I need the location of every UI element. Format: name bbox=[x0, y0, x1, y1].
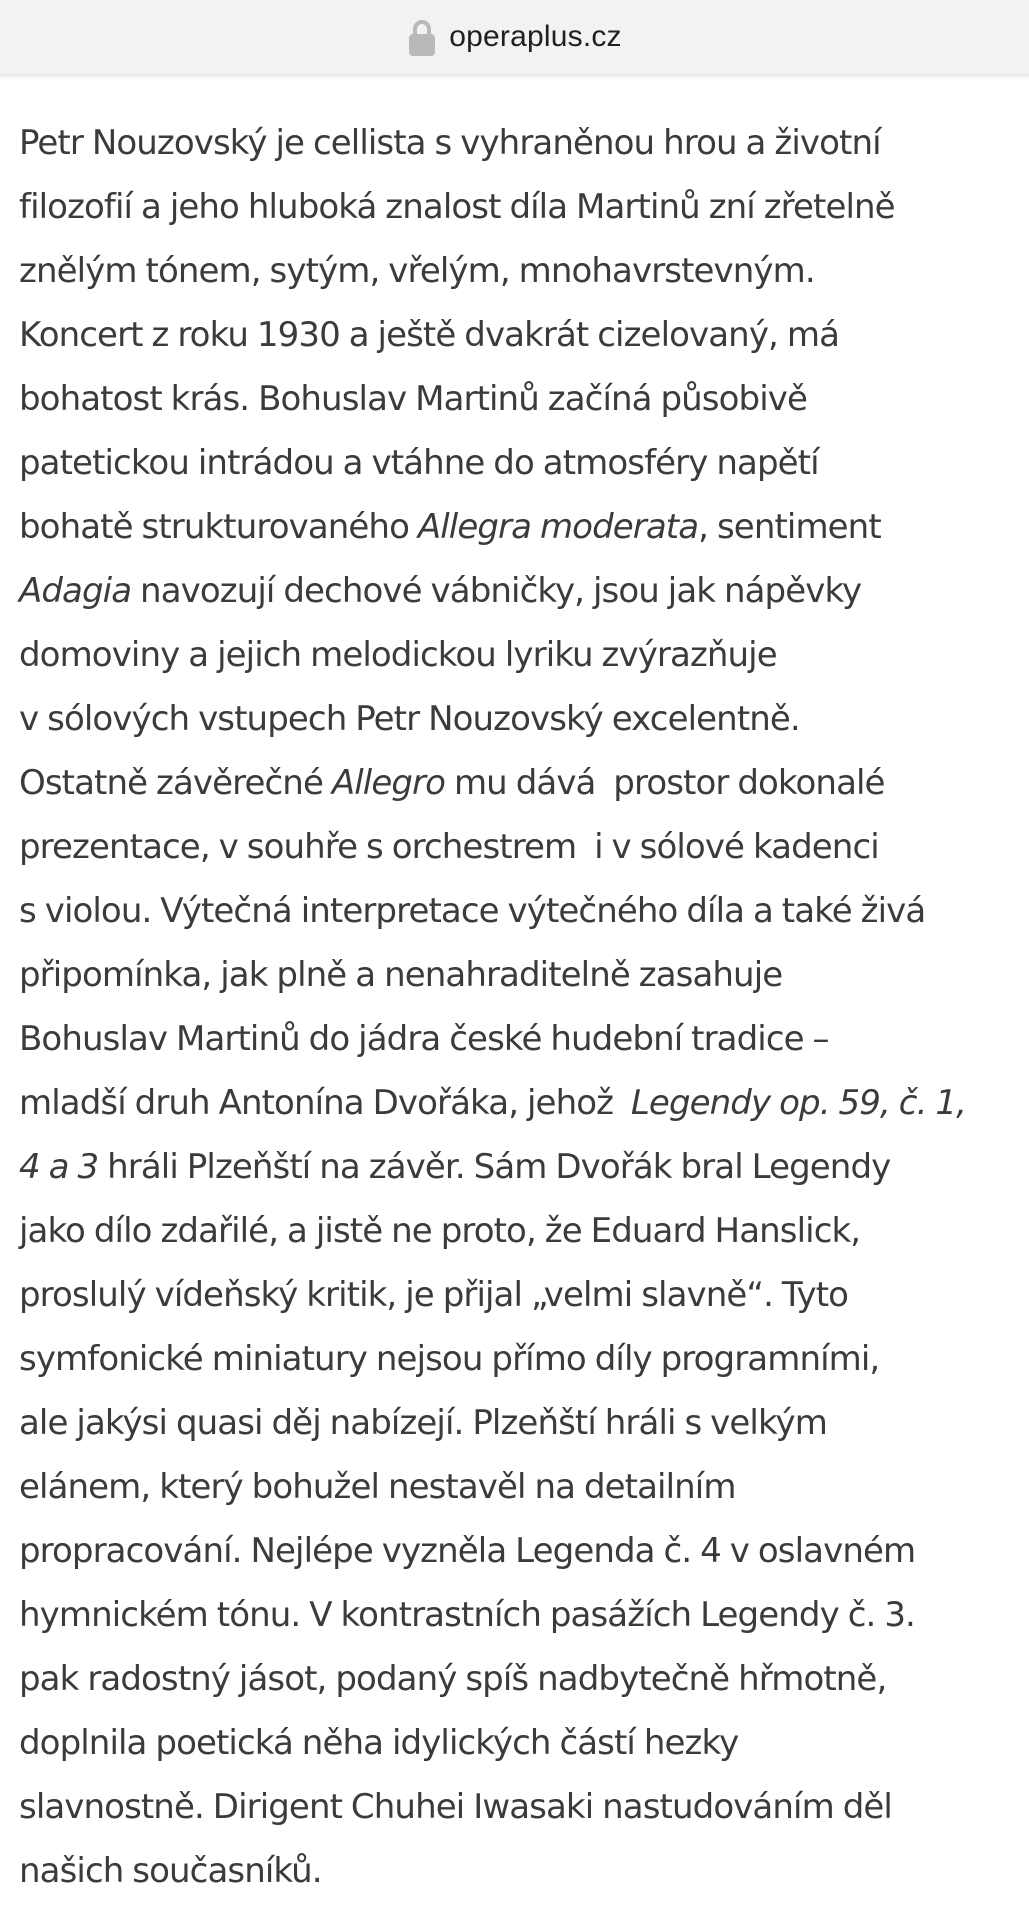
article-line bbox=[19, 1327, 1019, 1391]
text-run: našich současníků. bbox=[19, 1851, 322, 1891]
text-run: mladší druh Antonína Dvořáka, jehož bbox=[19, 1083, 631, 1123]
text-run: doplnila poetická něha idylických částí hezky bbox=[19, 1723, 739, 1763]
article-line bbox=[19, 815, 1019, 879]
text-run: domoviny a jejich melodickou lyriku zvýrazňuje bbox=[19, 635, 777, 675]
text-run: navozují dechové vábničky, jsou jak nápěvky bbox=[131, 571, 862, 611]
article-line bbox=[19, 1007, 1019, 1071]
article-line bbox=[19, 1455, 1019, 1519]
text-run: ale jakýsi quasi děj nabízejí. Plzeňští hráli s velkým bbox=[19, 1403, 827, 1443]
text-run: hymnickém tónu. V kontrastních pasážích Legendy č. 3. bbox=[19, 1595, 915, 1635]
article-line bbox=[19, 1775, 1019, 1839]
text-run: Petr Nouzovský je cellista s vyhraněnou hrou a životní bbox=[19, 123, 881, 163]
text-run: Bohuslav Martinů do jádra české hudební tradice – bbox=[19, 1019, 829, 1059]
article-body bbox=[19, 111, 1019, 1903]
text-run: filozofií a jeho hluboká znalost díla Martinů zní zřetelně bbox=[19, 187, 895, 227]
text-run: slavnostně. Dirigent Chuhei Iwasaki nastudováním děl bbox=[19, 1787, 892, 1827]
text-run: patetickou intrádou a vtáhne do atmosféry napětí bbox=[19, 443, 819, 483]
italic-title: Legendy op. 59, č. 1, bbox=[630, 1083, 967, 1123]
article-line bbox=[19, 687, 1019, 751]
article-line bbox=[19, 431, 1019, 495]
text-run: připomínka, jak plně a nenahraditelně zasahuje bbox=[19, 955, 783, 995]
text-run: Ostatně závěrečné bbox=[19, 763, 332, 803]
italic-title: Allegro bbox=[331, 763, 446, 803]
article-line bbox=[19, 559, 1019, 623]
text-run: bohatě strukturovaného bbox=[19, 507, 418, 547]
address-bar[interactable] bbox=[0, 0, 1029, 74]
article-line bbox=[19, 111, 1019, 175]
article-line bbox=[19, 303, 1019, 367]
text-run: bohatost krás. Bohuslav Martinů začíná působivě bbox=[19, 379, 807, 419]
article-line bbox=[19, 1647, 1019, 1711]
text-run: v sólových vstupech Petr Nouzovský excelentně. bbox=[19, 699, 800, 739]
text-run: Koncert z roku 1930 a ještě dvakrát cizelovaný, má bbox=[19, 315, 840, 355]
article-line bbox=[19, 1583, 1019, 1647]
text-run: propracování. Nejlépe vyzněla Legenda č. 4 v oslavném bbox=[19, 1531, 916, 1571]
article-line bbox=[19, 175, 1019, 239]
article-line bbox=[19, 1135, 1019, 1199]
italic-title: Allegra moderata bbox=[417, 507, 699, 547]
text-run: prezentace, v souhře s orchestrem i v sólové kadenci bbox=[19, 827, 879, 867]
article-line bbox=[19, 1519, 1019, 1583]
text-run: mu dává prostor dokonalé bbox=[445, 763, 885, 803]
italic-title: 4 a 3 bbox=[19, 1147, 99, 1187]
article-line bbox=[19, 1839, 1019, 1903]
article-line bbox=[19, 239, 1019, 303]
text-run: pak radostný jásot, podaný spíš nadbytečně hřmotně, bbox=[19, 1659, 887, 1699]
text-run: symfonické miniatury nejsou přímo díly programními, bbox=[19, 1339, 880, 1379]
italic-title: Adagia bbox=[19, 571, 132, 611]
text-run: , sentiment bbox=[698, 507, 881, 547]
article-line bbox=[19, 623, 1019, 687]
article-line bbox=[19, 367, 1019, 431]
text-run: proslulý vídeňský kritik, je přijal „velmi slavně“. Tyto bbox=[19, 1275, 849, 1315]
text-run: elánem, který bohužel nestavěl na detailním bbox=[19, 1467, 736, 1507]
text-run: hráli Plzeňští na závěr. Sám Dvořák bral Legendy bbox=[98, 1147, 891, 1187]
article-line bbox=[19, 1199, 1019, 1263]
article-line bbox=[19, 1071, 1019, 1135]
article-line bbox=[19, 1391, 1019, 1455]
text-run: s violou. Výtečná interpretace výtečného díla a také živá bbox=[19, 891, 926, 931]
text-run: jako dílo zdařilé, a jistě ne proto, že Eduard Hanslick, bbox=[19, 1211, 861, 1251]
article-line bbox=[19, 943, 1019, 1007]
article-line bbox=[19, 751, 1019, 815]
article-line bbox=[19, 495, 1019, 559]
article-line bbox=[19, 879, 1019, 943]
url-domain: operaplus.cz bbox=[449, 20, 622, 53]
article-line bbox=[19, 1711, 1019, 1775]
lock-icon bbox=[407, 18, 437, 58]
article-line bbox=[19, 1263, 1019, 1327]
text-run: znělým tónem, sytým, vřelým, mnohavrstevným. bbox=[19, 251, 815, 291]
